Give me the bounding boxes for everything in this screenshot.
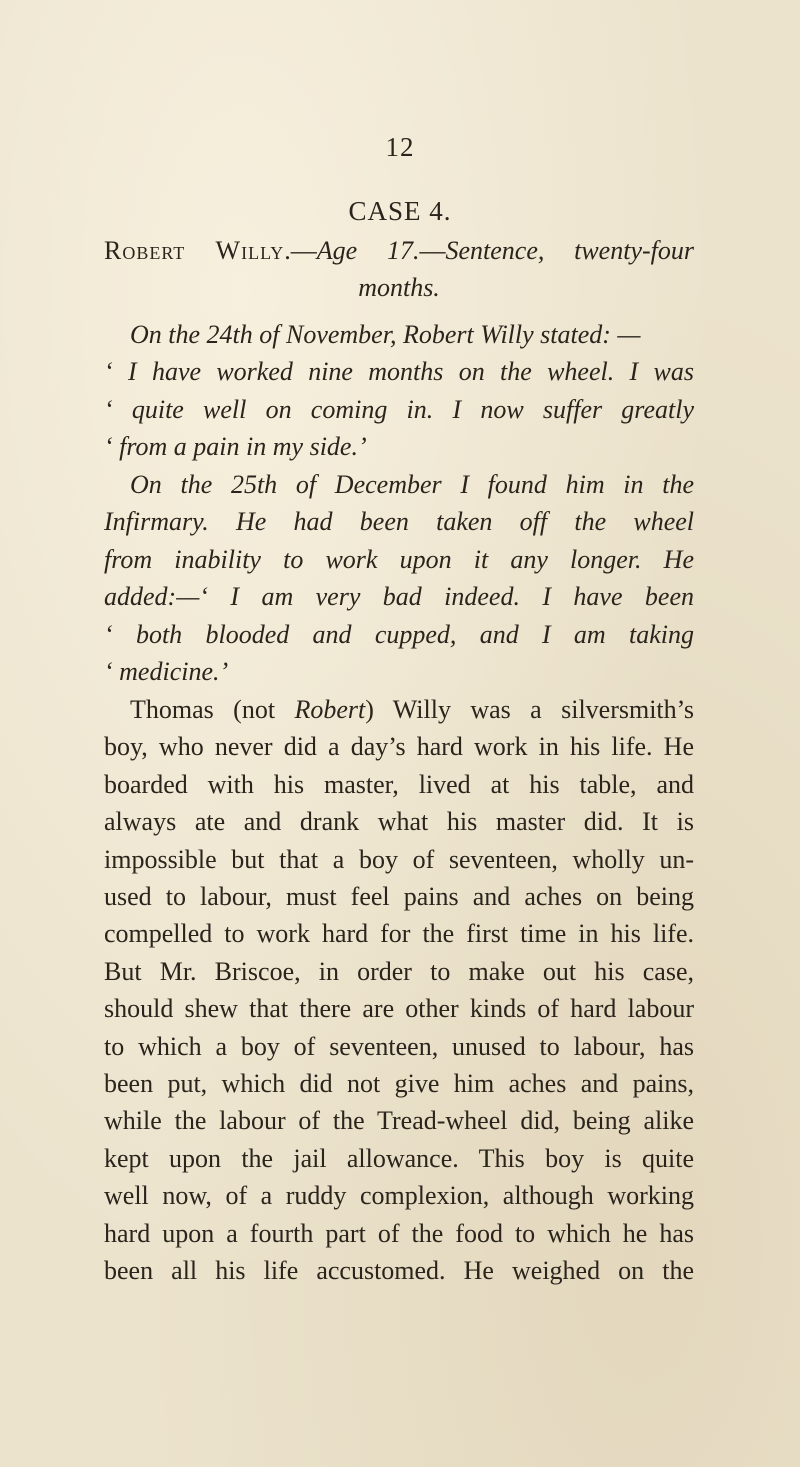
narrative-line: impossible but that a boy of seventeen, wholly un- (104, 844, 694, 874)
subject-age: Age 17. (316, 236, 420, 265)
statement-line: ‘ medicine.’ (104, 657, 229, 687)
statement-line: added:—‘ I am very bad indeed. I have been (104, 582, 694, 612)
subject-name: Robert Willy (104, 236, 285, 265)
statement-line: ‘ both blooded and cupped, and I am taking (104, 619, 694, 649)
case-header (104, 232, 694, 307)
separator: .— (284, 236, 317, 265)
narrative-line: been all his life accustomed. He weighed on the (104, 1256, 694, 1286)
narrative-line: while the labour of the Tread-wheel did, being alike (104, 1106, 694, 1136)
quote-line: ‘ from a pain in my side.’ (104, 432, 367, 462)
narrative-italic-name: Robert (294, 695, 366, 724)
quote-line: ‘ I have worked nine months on the wheel. I was (104, 357, 694, 387)
narrative-line: to which a boy of seventeen, unused to labour, has (104, 1031, 694, 1061)
narrative-line: been put, which did not give him aches and pains, (104, 1069, 694, 1099)
statement-line: Infirmary. He had been taken off the wheel (104, 507, 694, 537)
narrative-line: boy, who never did a day’s hard work in his life. He (104, 732, 694, 762)
statement-november (104, 316, 694, 466)
narrative-line: used to labour, must feel pains and aches on being (104, 882, 694, 912)
page-number: 12 (385, 132, 415, 162)
narrative-line: But Mr. Briscoe, in order to make out his case, (104, 956, 694, 986)
narrative-line (104, 691, 694, 728)
narrative-text: ) Willy was a silversmith’s (365, 695, 694, 724)
narrative-line: should shew that there are other kinds of hard labour (104, 994, 694, 1024)
statement-line: On the 25th of December I found him in the (130, 470, 694, 499)
separator: — (419, 236, 446, 265)
narrative-line: always ate and drank what his master did. It is (104, 807, 694, 837)
narrative-line: boarded with his master, lived at his table, and (104, 769, 694, 799)
statement-lead: On the 24th of November, Robert Willy stated: — (130, 320, 641, 349)
narrative-line: hard upon a fourth part of the food to which he has (104, 1218, 694, 1248)
narrative-line: kept upon the jail allowance. This boy is quite (104, 1143, 694, 1173)
case-header-line-1 (104, 232, 694, 269)
quote-line: ‘ quite well on coming in. I now suffer greatly (104, 394, 694, 424)
statement-line: from inability to work upon it any longer. He (104, 544, 694, 574)
narrative-text: Thomas (not (130, 695, 295, 724)
statement-december (104, 466, 694, 690)
narrative-paragraph (104, 691, 694, 1290)
case-heading: CASE 4. (348, 196, 452, 226)
narrative-line: well now, of a ruddy complexion, although working (104, 1181, 694, 1211)
subject-sentence: Sentence, twenty-four (445, 236, 694, 265)
case-header-line-2: months. (358, 273, 440, 303)
narrative-line: compelled to work hard for the first time in his life. (104, 919, 694, 949)
